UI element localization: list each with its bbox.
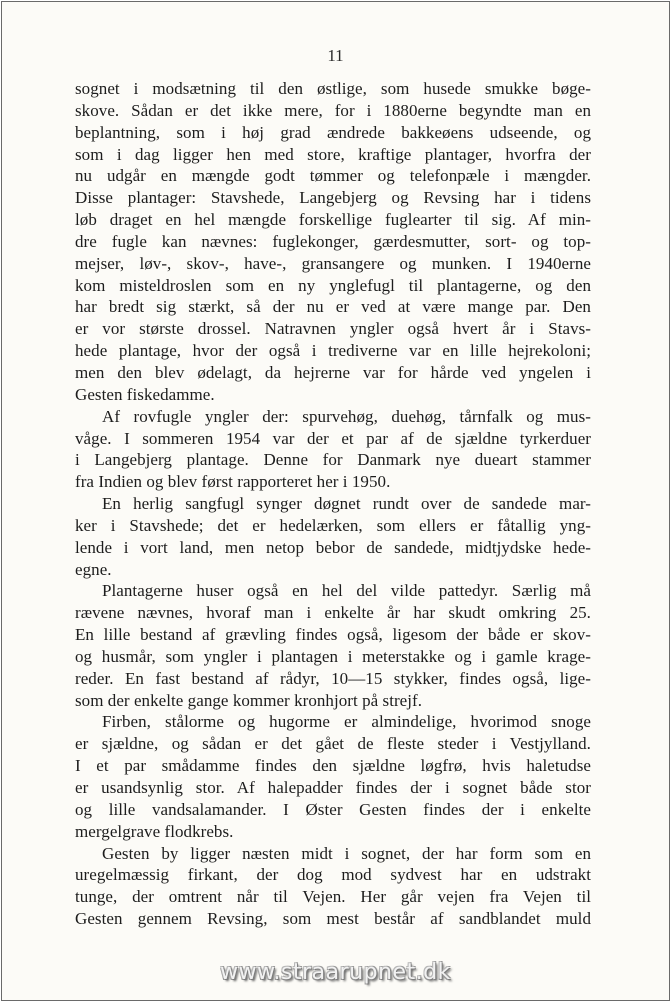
text-line: og husmår, som yngler i plantagen i meterstakke og i gamle krage-	[75, 646, 591, 666]
text-line: Disse plantager: Stavshede, Langebjerg og Revsing har i tidens	[75, 188, 591, 208]
text-line: og lille vandsalamander. I Øster Gesten findes der i enkelte	[75, 799, 591, 819]
text-line: mergelgrave flodkrebs.	[75, 821, 234, 841]
text-line: Firben, stålorme og hugorme er almindelige, hvorimod snoge	[102, 712, 591, 732]
text-line: men den blev ødelagt, da hejrerne var for hårde ved yngelen i	[75, 362, 591, 382]
watermark: www.straarupnet.dk	[220, 960, 451, 985]
text-line: som i dag ligger hen med store, kraftige plantager, hvorfra der	[75, 144, 591, 164]
text-line: er sjældne, og sådan er det gået de fleste steder i Vestjylland.	[75, 734, 591, 754]
text-line: Af rovfugle yngler der: spurvehøg, duehøg, tårnfalk og mus-	[102, 406, 591, 426]
text-line: nu udgår en mængde godt tømmer og telefonpæle i mængder.	[75, 166, 591, 186]
page-number: 11	[327, 46, 344, 65]
text-line: ker i Stavshede; det er hedelærken, som ellers er fåtallig yng-	[75, 515, 591, 535]
text-line: mejser, løv-, skov-, have-, gransangere og munken. I 1940erne	[75, 253, 591, 273]
text-line: som der enkelte gange kommer kronhjort på strejf.	[75, 690, 423, 710]
text-line: reder. En fast bestand af rådyr, 10—15 stykker, findes også, lige-	[75, 668, 591, 688]
text-line: har bredt sig stærkt, så der nu er ved at være mange par. Den	[75, 297, 591, 317]
text-line: En herlig sangfugl synger døgnet rundt over de sandede mar-	[102, 494, 591, 514]
text-line: er vor største drossel. Natravnen yngler også hvert år i Stavs-	[75, 319, 591, 339]
text-line: kom misteldroslen som en ny ynglefugl til plantagerne, og den	[75, 275, 591, 295]
text-line: tunge, der omtrent når til Vejen. Her går vejen fra Vejen til	[75, 887, 591, 907]
text-line: Gesten by ligger næsten midt i sognet, der har form som en	[102, 843, 591, 863]
text-line: hede plantage, hvor der også i trediverne var en lille hejrekoloni;	[75, 341, 591, 361]
text-line: beplantning, som i høj grad ændrede bakkeøens udseende, og	[75, 122, 591, 142]
text-line: i Langebjerg plantage. Denne for Danmark nye dueart stammer	[75, 450, 591, 470]
text-line: løb draget en hel mængde forskellige fuglearter til sig. Af min-	[75, 210, 591, 230]
text-line: rævene nævnes, hvoraf man i enkelte år har skudt omkring 25.	[75, 603, 591, 623]
text-line: fra Indien og blev først rapporteret her i 1950.	[75, 472, 391, 492]
scanned-page	[1, 1, 670, 1001]
text-line: dre fugle kan nævnes: fuglekonger, gærdesmutter, sort- og top-	[75, 231, 591, 251]
text-line: Gesten fiskedamme.	[75, 384, 215, 404]
text-line: I et par smådamme findes den sjældne løgfrø, hvis haletudse	[75, 756, 591, 776]
text-line: En lille bestand af grævling findes også, ligesom der både er skov-	[75, 625, 591, 645]
text-line: Plantagerne huser også en hel del vilde pattedyr. Særlig må	[102, 581, 591, 601]
text-line: egne.	[75, 559, 112, 579]
text-line: skove. Sådan er det ikke mere, for i 1880erne begyndte man en	[75, 100, 591, 120]
text-line: våge. I sommeren 1954 var der et par af de sjældne tyrkerduer	[75, 428, 591, 448]
text-line: sognet i modsætning til den østlige, som husede smukke bøge-	[75, 79, 591, 98]
body-text	[75, 78, 591, 930]
text-line: Gesten gennem Revsing, som mest består af sandblandet muld	[75, 909, 591, 929]
text-line: lende i vort land, men netop bebor de sandede, midtjydske hede-	[75, 537, 591, 557]
text-line: er usandsynlig stor. Af halepadder findes der i sognet både stor	[75, 778, 591, 797]
text-line: uregelmæssig firkant, der dog mod sydvest har en udstrakt	[75, 865, 591, 885]
